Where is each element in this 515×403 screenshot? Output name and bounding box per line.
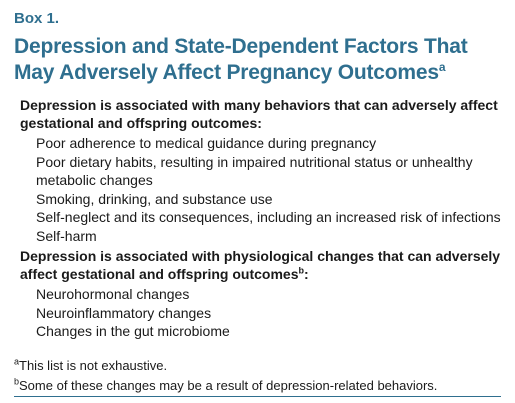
footnotes (14, 357, 501, 395)
section-heading-suffix: : (303, 266, 309, 282)
footnote-text: Some of these changes may be a result of depression-related behaviors. (19, 377, 438, 393)
section-heading-footnote-marker: b (298, 265, 304, 276)
footnote-a (14, 357, 501, 375)
section-heading: Depression is associated with many behaviors that can adversely affect gestational and offspring outcomes: (20, 97, 498, 131)
list-item: Poor dietary habits, resulting in impaired nutritional status or unhealthy metabolic changes (36, 153, 473, 188)
box-title-footnote-marker: a (438, 60, 446, 74)
box-title-text: Depression and State-Dependent Factors That May Adversely Affect Pregnancy Outcomes (14, 35, 468, 84)
footnote-marker: a (14, 356, 20, 367)
box-content (14, 96, 501, 341)
list-item: Self-harm (36, 227, 97, 244)
physiological-list (20, 285, 501, 341)
section-heading-text: Depression is associated with physiological changes that can adversely affect gestational and offspring outcomes (20, 248, 501, 282)
footnote-marker: b (14, 376, 20, 387)
section-behaviors (20, 96, 501, 245)
section-physiological (20, 247, 501, 341)
box-title (14, 34, 501, 86)
list-item: Changes in the gut microbiome (36, 323, 230, 339)
list-item: Self-neglect and its consequences, including an increased risk of infections (36, 209, 501, 225)
list-item: Poor adherence to medical guidance during pregnancy (36, 135, 377, 151)
footnote-text: This list is not exhaustive. (19, 357, 168, 373)
list-item: Neurohormonal changes (36, 286, 190, 302)
bottom-divider (14, 396, 501, 397)
list-item: Neuroinflammatory changes (36, 304, 212, 321)
behaviors-list (20, 134, 501, 245)
list-item: Smoking, drinking, and substance use (36, 190, 273, 207)
section-heading (20, 247, 501, 283)
footnote-b (14, 377, 501, 395)
box-label: Box 1. (14, 10, 60, 27)
